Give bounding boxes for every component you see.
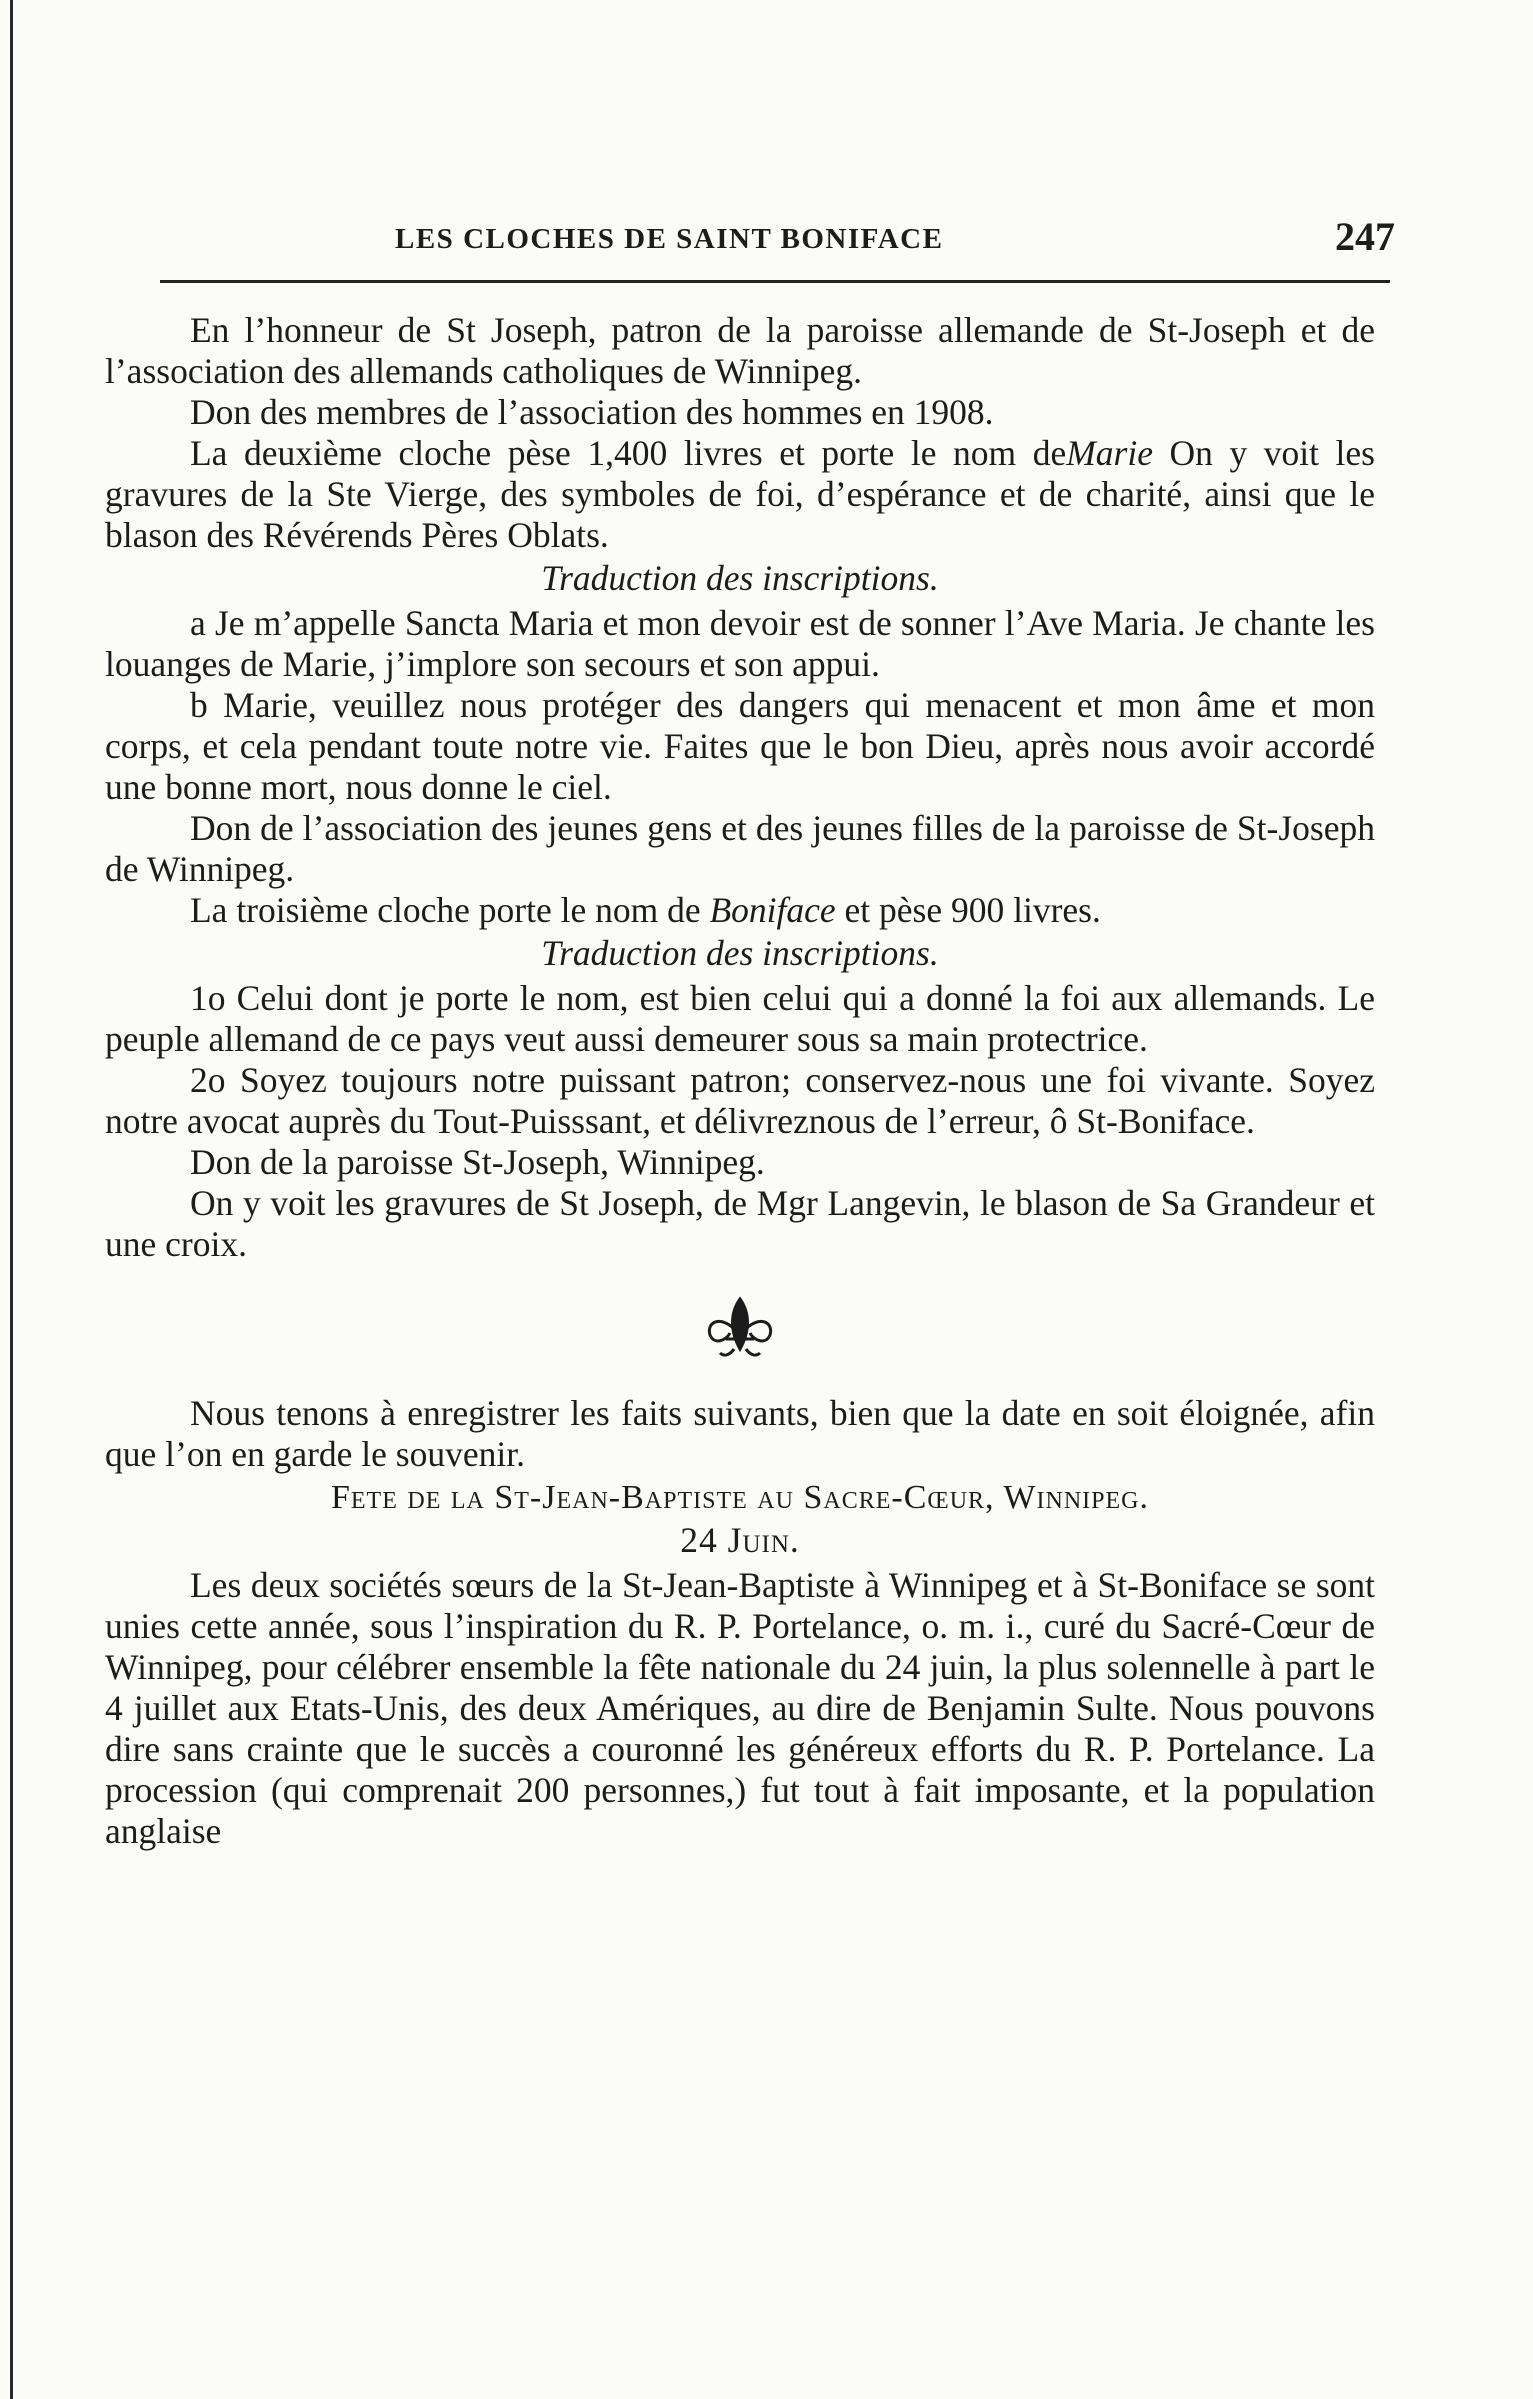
page-body bbox=[105, 310, 1375, 1852]
fleur-de-lis-icon bbox=[105, 1291, 1375, 1363]
bell-name: Boniface bbox=[709, 890, 836, 930]
paragraph: Nous tenons à enregistrer les faits suivants, bien que la date en soit éloignée, afin que l’on en garde le souvenir. bbox=[105, 1393, 1375, 1474]
paragraph bbox=[105, 890, 1375, 931]
paragraph-text: On y voit les gravures de la Ste Vierge, des symboles de foi, d’espérance et de charité, ainsi que le blason des Révérends Pères Oblats. bbox=[105, 433, 1375, 555]
paragraph: Les deux sociétés sœurs de la St-Jean-Baptiste à Winnipeg et à St-Boniface se sont unies cette année, sous l’inspiration du R. P. Portelance, o. m. i., curé du Sacré-Cœur de Winnipeg, pour célébrer ensemble la fête nationale du 24 juin, la plus solennelle à part le 4 juillet aux Etats-Unis, des deux Amériques, au dire de Benjamin Sulte. Nous pouvons dire sans crainte que le succès a couronné les généreux efforts du R. P. Portelance. La procession (qui comprenait 200 personnes,) fut tout à fait imposante, et la population anglaise bbox=[105, 1565, 1375, 1851]
paragraph: b Marie, veuillez nous protéger des dangers qui menacent et mon âme et mon corps, et cela pendant toute notre vie. Faites que le bon Dieu, après nous avoir accordé une bonne mort, nous donne le ciel. bbox=[105, 685, 1375, 807]
paragraph: 2o Soyez toujours notre puissant patron; conservez-nous une foi vivante. Soyez notre avocat auprès du Tout-Puisssant, et délivreznous de l’erreur, ô St-Boniface. bbox=[105, 1060, 1375, 1141]
paragraph: a Je m’appelle Sancta Maria et mon devoir est de sonner l’Ave Maria. Je chante les louanges de Marie, j’implore son secours et son appui. bbox=[105, 603, 1375, 684]
section-heading: Fete de la St-Jean-Baptiste au Sacre-Cœur, Winnipeg. bbox=[330, 1479, 1150, 1516]
section-date: 24 Juin. bbox=[680, 1520, 800, 1560]
paragraph: Don de la paroisse St-Joseph, Winnipeg. bbox=[190, 1142, 765, 1182]
page-binding-edge bbox=[10, 0, 13, 2399]
bell-name: Marie bbox=[1066, 433, 1153, 473]
paragraph-text: La troisième cloche porte le nom de bbox=[190, 890, 710, 930]
page-header bbox=[105, 205, 1395, 265]
page-number: 247 bbox=[1335, 214, 1395, 259]
paragraph: 1o Celui dont je porte le nom, est bien celui qui a donné la foi aux allemands. Le peuple allemand de ce pays veut aussi demeurer sous sa main protectrice. bbox=[105, 978, 1375, 1059]
paragraph: Don des membres de l’association des hommes en 1908. bbox=[190, 392, 994, 432]
header-rule bbox=[160, 280, 1390, 283]
paragraph-text: La deuxième cloche pèse 1,400 livres et porte le nom de bbox=[190, 433, 1067, 473]
subheading: Traduction des inscriptions. bbox=[541, 558, 939, 598]
subheading: Traduction des inscriptions. bbox=[541, 933, 939, 973]
paragraph: En l’honneur de St Joseph, patron de la paroisse allemande de St-Joseph et de l’association des allemands catholiques de Winnipeg. bbox=[105, 310, 1375, 391]
paragraph: On y voit les gravures de St Joseph, de Mgr Langevin, le blason de Sa Grandeur et une croix. bbox=[105, 1183, 1375, 1264]
paragraph: Don de l’association des jeunes gens et des jeunes filles de la paroisse de St-Joseph de Winnipeg. bbox=[105, 808, 1375, 889]
paragraph-text: et pèse 900 livres. bbox=[835, 890, 1101, 930]
paragraph bbox=[105, 433, 1375, 556]
running-title: LES CLOCHES DE SAINT BONIFACE bbox=[395, 223, 944, 255]
